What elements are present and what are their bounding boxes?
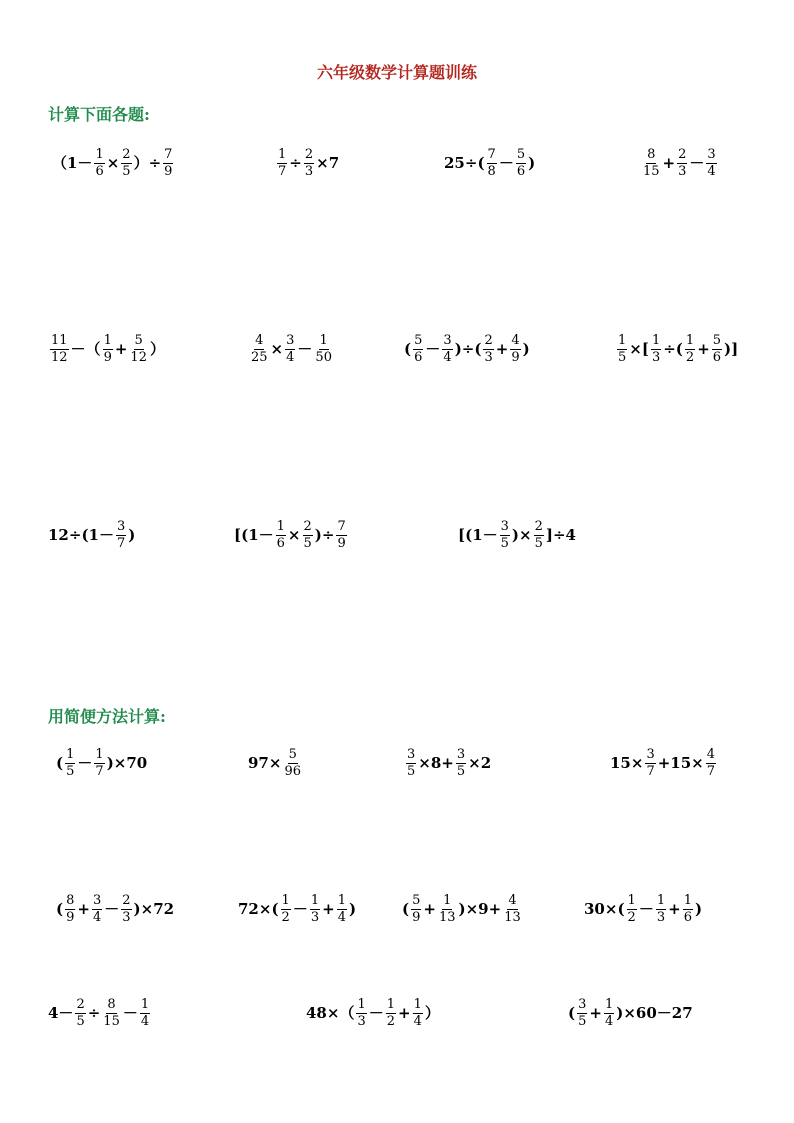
fraction — [534, 520, 544, 550]
fraction — [683, 894, 693, 924]
fraction-numerator: 2 — [122, 147, 131, 162]
fraction-numerator: 1 — [443, 893, 452, 908]
expression-text: + — [398, 1003, 411, 1022]
fraction — [121, 894, 131, 924]
expression-text: ×2 — [468, 753, 492, 772]
expression-text: ( — [404, 339, 412, 358]
fraction — [487, 148, 497, 178]
expression-text: ）÷ — [133, 153, 162, 172]
fraction — [121, 148, 131, 178]
fraction — [310, 894, 320, 924]
fraction-denominator: 6 — [95, 163, 104, 179]
expression-text: 48×（ — [306, 1003, 355, 1022]
fraction — [706, 148, 716, 178]
fraction — [712, 334, 722, 364]
fraction-numerator: 5 — [134, 333, 143, 348]
problem-8 — [615, 334, 738, 364]
simplify-problem-5 — [56, 894, 174, 924]
fraction — [116, 520, 126, 550]
expression-text: )×60－27 — [616, 1003, 693, 1022]
fraction — [103, 334, 113, 364]
fraction-numerator: 3 — [456, 747, 466, 762]
fraction-denominator: 4 — [707, 163, 716, 179]
fraction-numerator: 3 — [116, 519, 126, 534]
fraction-denominator: 7 — [278, 163, 287, 179]
expression-text: （1－ — [52, 153, 93, 172]
expression-text: + — [77, 899, 90, 918]
expression-text: ( — [402, 899, 410, 918]
fraction — [65, 894, 75, 924]
fraction — [442, 334, 452, 364]
fraction — [337, 894, 347, 924]
expression-text: +15× — [657, 753, 704, 772]
fraction — [500, 520, 510, 550]
fraction-numerator: 1 — [95, 147, 104, 162]
fraction-denominator: 13 — [438, 909, 456, 925]
fraction — [250, 334, 269, 364]
fraction-numerator: 3 — [500, 519, 509, 534]
expression-text: － — [638, 899, 654, 918]
fraction-denominator: 4 — [443, 349, 452, 365]
fraction-denominator: 3 — [304, 163, 314, 179]
fraction-denominator: 5 — [407, 763, 416, 779]
fraction — [651, 334, 661, 364]
fraction — [685, 334, 695, 364]
fraction-denominator: 15 — [103, 1013, 120, 1029]
fraction-numerator: 8 — [647, 147, 656, 162]
expression-text: ) — [128, 525, 136, 544]
expression-text: ( — [56, 899, 64, 918]
fraction-numerator: 1 — [685, 333, 695, 348]
fraction — [50, 334, 69, 364]
fraction — [617, 334, 627, 364]
expression-text: 12÷(1－ — [48, 525, 114, 544]
expression-text: )] — [724, 339, 739, 358]
expression-text: － — [368, 1003, 384, 1022]
fraction-numerator: 1 — [281, 893, 290, 908]
expression-text: ( — [568, 1003, 576, 1022]
fraction-numerator: 3 — [578, 997, 587, 1012]
expression-text: ( — [56, 753, 64, 772]
fraction-denominator: 6 — [683, 909, 692, 925]
fraction-numerator: 11 — [51, 333, 68, 348]
fraction — [677, 148, 687, 178]
expression-text: + — [668, 899, 681, 918]
fraction-numerator: 2 — [304, 147, 314, 162]
page-title: 六年级数学计算题训练 — [316, 63, 477, 82]
fraction-numerator: 5 — [288, 747, 297, 762]
simplify-problem-10 — [306, 998, 440, 1028]
problem-2 — [275, 148, 339, 178]
fraction-denominator: 3 — [484, 349, 493, 365]
fraction-numerator: 2 — [484, 333, 493, 348]
fraction-denominator: 5 — [76, 1013, 85, 1029]
expression-text: ×[ — [629, 339, 649, 358]
fraction-numerator: 4 — [508, 893, 517, 908]
expression-text: )×72 — [133, 899, 175, 918]
section-heading-calculate: 计算下面各题: — [48, 105, 150, 124]
expression-text: [(1－ — [458, 525, 498, 544]
fraction — [706, 748, 716, 778]
fraction-denominator: 3 — [656, 909, 666, 925]
fraction-numerator: 1 — [651, 333, 661, 348]
expression-text: － — [498, 153, 514, 172]
fraction-numerator: 8 — [107, 997, 116, 1012]
problem-11 — [458, 520, 576, 550]
fraction-numerator: 5 — [412, 893, 421, 908]
fraction — [386, 998, 396, 1028]
fraction-numerator: 2 — [122, 893, 131, 908]
fraction-numerator: 2 — [534, 519, 543, 534]
expression-text: － — [689, 153, 705, 172]
expression-text: 4－ — [48, 1003, 74, 1022]
fraction-denominator: 3 — [651, 349, 661, 365]
fraction-numerator: 1 — [604, 997, 614, 1012]
problem-10 — [234, 520, 349, 550]
expression-text: ） — [149, 339, 165, 358]
fraction-numerator: 1 — [103, 333, 112, 348]
fraction-numerator: 1 — [337, 893, 346, 908]
fraction — [503, 894, 522, 924]
fraction-numerator: 2 — [678, 147, 687, 162]
expression-text: － — [104, 899, 120, 918]
fraction-denominator: 4 — [604, 1013, 614, 1029]
fraction-denominator: 3 — [678, 163, 687, 179]
fraction-numerator: 1 — [66, 747, 75, 762]
expression-text: － — [297, 339, 313, 358]
expression-text: + — [322, 899, 335, 918]
fraction-numerator: 1 — [310, 893, 320, 908]
fraction-numerator: 7 — [164, 147, 173, 162]
fraction — [413, 334, 423, 364]
fraction — [645, 748, 655, 778]
expression-text: )× — [511, 525, 532, 544]
expression-text: 15× — [610, 753, 644, 772]
fraction-denominator: 5 — [534, 535, 543, 551]
fraction — [94, 748, 104, 778]
fraction-denominator: 6 — [516, 163, 526, 179]
problem-4 — [640, 148, 719, 178]
fraction-denominator: 7 — [706, 763, 716, 779]
simplify-problem-7 — [402, 894, 524, 924]
expression-text: × — [270, 339, 284, 358]
fraction — [510, 334, 520, 364]
fraction — [283, 748, 302, 778]
fraction — [163, 148, 173, 178]
expression-text: )×70 — [106, 753, 148, 772]
fraction — [314, 334, 333, 364]
fraction-denominator: 25 — [251, 349, 268, 365]
fraction — [75, 998, 85, 1028]
fraction-denominator: 13 — [504, 909, 521, 925]
problem-9 — [48, 520, 135, 550]
simplify-problem-9 — [48, 998, 152, 1028]
fraction-denominator: 8 — [487, 163, 496, 179]
expression-text: －（ — [70, 339, 101, 358]
fraction — [577, 998, 587, 1028]
fraction-numerator: 4 — [511, 333, 520, 348]
fraction-numerator: 1 — [627, 893, 636, 908]
problem-1 — [52, 148, 175, 178]
fraction-numerator: 1 — [140, 997, 150, 1012]
simplify-problem-4 — [610, 748, 718, 778]
fraction-denominator: 3 — [310, 909, 320, 925]
expression-text: + — [697, 339, 710, 358]
fraction-denominator: 4 — [337, 909, 346, 925]
problem-3 — [444, 148, 535, 178]
expression-text: ) — [528, 153, 536, 172]
fraction-denominator: 2 — [685, 349, 695, 365]
fraction-numerator: 3 — [407, 747, 416, 762]
fraction-numerator: 1 — [276, 519, 285, 534]
fraction — [627, 894, 637, 924]
fraction-denominator: 3 — [122, 909, 131, 925]
fraction — [642, 148, 661, 178]
expression-text: ÷( — [663, 339, 683, 358]
fraction-denominator: 2 — [627, 909, 636, 925]
fraction-denominator: 9 — [103, 349, 112, 365]
expression-text: )×9+ — [458, 899, 502, 918]
fraction — [604, 998, 614, 1028]
expression-text: 30×( — [584, 899, 625, 918]
expression-text: ×8+ — [418, 753, 454, 772]
fraction-denominator: 5 — [456, 763, 466, 779]
fraction-numerator: 3 — [707, 147, 716, 162]
fraction-numerator: 8 — [66, 893, 75, 908]
fraction — [140, 998, 150, 1028]
fraction-numerator: 5 — [516, 147, 526, 162]
expression-text: ） — [424, 1003, 440, 1022]
fraction — [65, 748, 75, 778]
fraction-numerator: 1 — [278, 147, 287, 162]
fraction-denominator: 5 — [303, 535, 312, 551]
fraction — [411, 894, 421, 924]
simplify-problem-3 — [404, 748, 491, 778]
fraction-numerator: 7 — [337, 519, 346, 534]
fraction — [406, 748, 416, 778]
fraction-denominator: 9 — [412, 909, 421, 925]
simplify-problem-11 — [568, 998, 693, 1028]
fraction-numerator: 4 — [255, 333, 264, 348]
expression-text: ÷ — [87, 1003, 101, 1022]
fraction-denominator: 96 — [284, 763, 301, 779]
expression-text: + — [662, 153, 676, 172]
fraction-denominator: 7 — [95, 763, 104, 779]
expression-text: ) — [522, 339, 530, 358]
fraction-numerator: 2 — [303, 519, 312, 534]
fraction-denominator: 5 — [500, 535, 509, 551]
section-heading-simplify: 用简便方法计算: — [48, 707, 166, 726]
fraction-denominator: 2 — [386, 1013, 396, 1029]
fraction — [277, 148, 287, 178]
expression-text: × — [287, 525, 301, 544]
fraction — [304, 148, 314, 178]
expression-text: × — [106, 153, 120, 172]
fraction-numerator: 1 — [319, 333, 328, 348]
fraction-denominator: 6 — [712, 349, 722, 365]
problem-6 — [248, 334, 335, 364]
fraction-denominator: 9 — [164, 163, 173, 179]
fraction — [129, 334, 148, 364]
simplify-problem-6 — [238, 894, 356, 924]
fraction — [276, 520, 286, 550]
fraction-denominator: 5 — [618, 349, 627, 365]
fraction — [516, 148, 526, 178]
fraction-denominator: 6 — [276, 535, 285, 551]
expression-text: ×7 — [316, 153, 340, 172]
fraction-numerator: 3 — [443, 333, 452, 348]
fraction-denominator: 9 — [66, 909, 75, 925]
fraction-denominator: 12 — [51, 349, 68, 365]
expression-text: ) — [694, 899, 703, 918]
expression-text: 72×( — [238, 899, 279, 918]
fraction — [356, 998, 366, 1028]
fraction-numerator: 3 — [92, 893, 102, 908]
fraction-denominator: 15 — [643, 163, 660, 179]
fraction-numerator: 1 — [683, 893, 692, 908]
fraction-denominator: 7 — [116, 535, 126, 551]
simplify-problem-8 — [584, 894, 702, 924]
fraction-denominator: 9 — [511, 349, 520, 365]
fraction-numerator: 1 — [656, 893, 666, 908]
fraction — [102, 998, 121, 1028]
fraction-denominator: 50 — [315, 349, 332, 365]
problem-7 — [404, 334, 530, 364]
fraction-numerator: 1 — [386, 997, 396, 1012]
fraction — [285, 334, 295, 364]
expression-text: － — [425, 339, 441, 358]
simplify-problem-1 — [56, 748, 147, 778]
fraction-denominator: 4 — [140, 1013, 150, 1029]
fraction-denominator: 2 — [281, 909, 290, 925]
expression-text: ]÷4 — [545, 525, 576, 544]
expression-text: － — [77, 753, 93, 772]
fraction-numerator: 5 — [712, 333, 722, 348]
fraction — [456, 748, 466, 778]
fraction — [336, 520, 346, 550]
fraction-numerator: 3 — [646, 747, 655, 762]
fraction-denominator: 5 — [122, 163, 131, 179]
fraction-denominator: 4 — [92, 909, 102, 925]
expression-text: ) — [348, 899, 357, 918]
fraction — [413, 998, 423, 1028]
fraction-numerator: 3 — [286, 333, 295, 348]
fraction-denominator: 5 — [66, 763, 75, 779]
fraction — [94, 148, 104, 178]
fraction — [303, 520, 313, 550]
expression-text: 97× — [248, 753, 282, 772]
fraction-numerator: 4 — [706, 747, 716, 762]
expression-text: 25÷( — [444, 153, 485, 172]
fraction-numerator: 1 — [357, 997, 366, 1012]
expression-text: [(1－ — [234, 525, 274, 544]
fraction — [281, 894, 291, 924]
fraction-denominator: 9 — [337, 535, 346, 551]
fraction-numerator: 7 — [487, 147, 496, 162]
fraction — [92, 894, 102, 924]
fraction-denominator: 5 — [578, 1013, 587, 1029]
expression-text: )÷ — [314, 525, 335, 544]
expression-text: + — [114, 339, 128, 358]
expression-text: ÷ — [289, 153, 302, 172]
fraction-denominator: 12 — [130, 349, 147, 365]
expression-text: － — [122, 1003, 138, 1022]
expression-text: － — [292, 899, 308, 918]
fraction-numerator: 1 — [618, 333, 627, 348]
fraction-numerator: 2 — [76, 997, 85, 1012]
expression-text: + — [423, 899, 436, 918]
fraction-denominator: 7 — [646, 763, 655, 779]
fraction-numerator: 5 — [414, 333, 423, 348]
expression-text: + — [495, 339, 509, 358]
fraction — [438, 894, 457, 924]
fraction-denominator: 4 — [286, 349, 295, 365]
fraction-numerator: 1 — [413, 997, 422, 1012]
fraction-denominator: 6 — [414, 349, 423, 365]
problem-5 — [48, 334, 165, 364]
expression-text: + — [589, 1003, 602, 1022]
fraction — [656, 894, 666, 924]
simplify-problem-2 — [248, 748, 304, 778]
expression-text: )÷( — [454, 339, 482, 358]
fraction — [483, 334, 493, 364]
fraction-denominator: 3 — [357, 1013, 366, 1029]
fraction-denominator: 4 — [413, 1013, 422, 1029]
fraction-numerator: 1 — [95, 747, 104, 762]
